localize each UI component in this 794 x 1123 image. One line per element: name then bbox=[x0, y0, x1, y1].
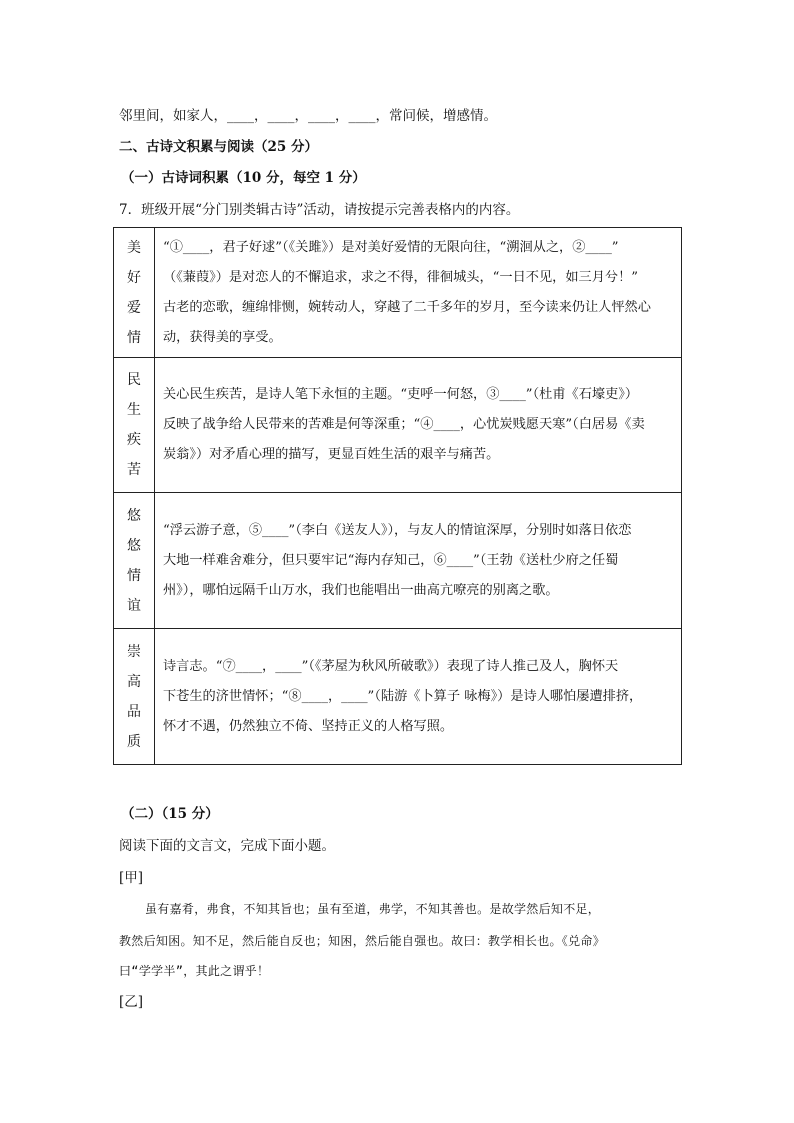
description-line: “浮云游子意，⑤____”（李白《送友人》），与友人的情谊深厚，分别时如落日依恋 bbox=[163, 522, 632, 538]
description-cell bbox=[155, 228, 682, 358]
category-char: 品 bbox=[127, 703, 141, 720]
reading-instruction: 阅读下面的文言文，完成下面小题。 bbox=[119, 838, 335, 854]
intro-line: 邻里间，如家人，____，____，____，____，常问候，增感情。 bbox=[119, 108, 497, 124]
description-line: 诗言志。“⑦____，____”（《茅屋为秋风所破歌》）表现了诗人推己及人，胸怀天 bbox=[163, 658, 619, 674]
category-char: 悠 bbox=[127, 537, 141, 554]
category-char: 好 bbox=[127, 269, 141, 286]
table-row bbox=[114, 228, 682, 358]
description-line: 大地一样难舍难分，但只要牢记“海内存知己，⑥____”（王勃《送杜少府之任蜀 bbox=[163, 552, 619, 568]
category-cell bbox=[114, 493, 155, 629]
description-line: 反映了战争给人民带来的苦难是何等深重；“④____，心忧炭贱愿天寒”（白居易《卖 bbox=[163, 417, 645, 432]
description-line: 关心民生疾苦，是诗人笔下永恒的主题。“吏呼一何怒，③____”（杜甫《石壕吏》） bbox=[163, 387, 639, 402]
table-row bbox=[114, 358, 682, 493]
category-char: 崇 bbox=[127, 643, 141, 660]
poem-table bbox=[113, 227, 682, 765]
yi-label: [乙] bbox=[119, 994, 144, 1010]
category-char: 高 bbox=[127, 673, 141, 690]
description-line: 怀才不遇，仍然独立不倚、坚持正义的人格写照。 bbox=[163, 718, 454, 734]
category-char: 疾 bbox=[127, 432, 141, 448]
description-cell bbox=[155, 629, 682, 765]
table-row bbox=[114, 493, 682, 629]
category-char: 爱 bbox=[127, 299, 141, 316]
category-cell bbox=[114, 358, 155, 493]
category-char: 生 bbox=[127, 402, 141, 418]
category-char: 苦 bbox=[127, 462, 141, 478]
category-char: 美 bbox=[127, 239, 141, 256]
description-line: 下苍生的济世情怀；“⑧____，____”（陆游《卜算子 咏梅》）是诗人哪怕屡遭排挤， bbox=[163, 688, 643, 704]
description-cell bbox=[155, 358, 682, 493]
description-line: 州》），哪怕远隔千山万水，我们也能唱出一曲高亢嘹亮的别离之歌。 bbox=[163, 582, 559, 598]
table-row bbox=[114, 629, 682, 765]
sub1-title: （一）古诗词积累（10 分，每空 1 分） bbox=[121, 170, 366, 186]
category-char: 质 bbox=[127, 733, 141, 750]
category-char: 情 bbox=[127, 567, 141, 584]
description-cell bbox=[155, 493, 682, 629]
category-cell bbox=[114, 228, 155, 358]
category-char: 悠 bbox=[127, 507, 141, 524]
description-line: 古老的恋歌，缠绵悱恻，婉转动人，穿越了二千多年的岁月，至今读来仍让人怦然心 bbox=[163, 299, 651, 315]
jia-line: 虽有嘉肴，弗食，不知其旨也；虽有至道，弗学，不知其善也。是故学然后知不足， bbox=[145, 902, 601, 916]
description-line: （《蒹葭》）是对恋人的不懈追求，求之不得，徘徊城头，“一日不见，如三月兮！” bbox=[163, 269, 639, 285]
category-char: 谊 bbox=[127, 597, 141, 614]
category-char: 民 bbox=[127, 372, 141, 388]
jia-line: 曰“学学半”，其此之谓乎！ bbox=[119, 964, 270, 978]
sub2-title: （二）（15 分） bbox=[121, 806, 219, 822]
description-line: “①____，君子好逑”（《关雎》）是对美好爱情的无限向往，“溯洄从之，②____” bbox=[163, 239, 619, 255]
jia-label: [甲] bbox=[119, 870, 144, 886]
description-line: 炭翁》）对矛盾心理的描写，更显百姓生活的艰辛与痛苦。 bbox=[163, 447, 500, 462]
jia-line: 教然后知困。知不足，然后能自反也；知困，然后能自强也。故曰：教学相长也。《兑命》 bbox=[119, 934, 606, 948]
question-7: 7．班级开展“分门别类辑古诗”活动，请按提示完善表格内的内容。 bbox=[119, 202, 520, 218]
section2-title: 二、古诗文积累与阅读（25 分） bbox=[119, 139, 318, 155]
category-char: 情 bbox=[127, 329, 141, 346]
category-cell bbox=[114, 629, 155, 765]
description-line: 动，获得美的享受。 bbox=[163, 329, 282, 345]
